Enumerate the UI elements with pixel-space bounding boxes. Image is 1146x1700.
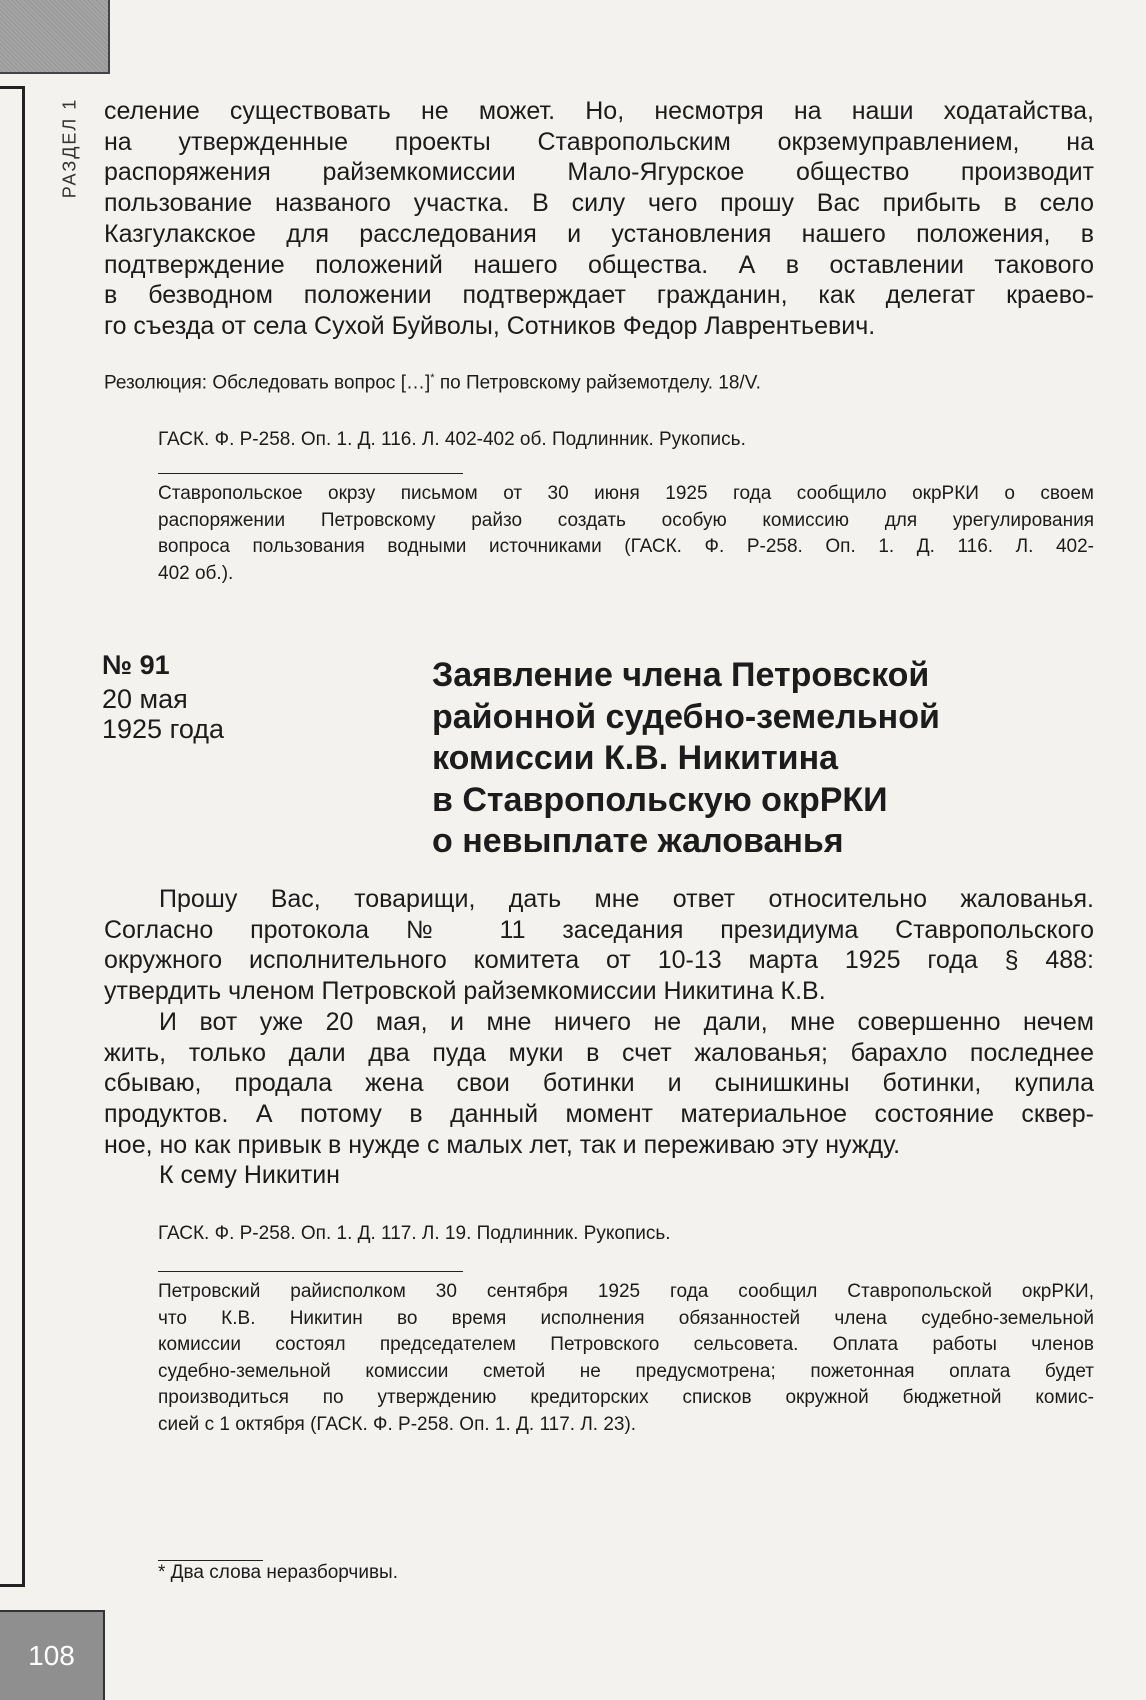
- note-separator: [158, 473, 463, 474]
- section-label-text: РАЗДЕЛ 1: [59, 97, 80, 198]
- corner-decoration-top: [0, 0, 110, 74]
- document-year: 1925 года: [102, 714, 225, 744]
- text-line: распоряжения райземкомиссии Мало-Ягурское общество производит: [104, 158, 1094, 187]
- document-title: [432, 655, 1072, 863]
- document-date: 20 мая: [102, 684, 188, 714]
- note-separator: [158, 1271, 463, 1272]
- title-line: комиссии К.В. Никитина: [432, 739, 839, 777]
- note-line: что К.В. Никитин во время исполнения обязанностей члена судебно-земельной: [158, 1307, 1094, 1329]
- title-line: о невыплате жалованья: [432, 822, 844, 860]
- document-body: [104, 884, 1094, 1191]
- section-label: [58, 80, 82, 215]
- title-line: в Ставропольскую окрРКИ: [432, 780, 888, 819]
- note-line: Ставропольское окрзу письмом от 30 июня 1925 года сообщило окрРКИ о своем: [158, 483, 1094, 504]
- note-line: сией с 1 октября (ГАСК. Ф. Р-258. Оп. 1. Д. 117. Л. 23).: [158, 1413, 637, 1435]
- resolution-text-end: по Петровскому райземотделу. 18/V.: [434, 372, 761, 394]
- text-line: го съезда от села Сухой Буйволы, Сотников Федор Лаврентьевич.: [104, 311, 876, 340]
- editorial-note: [158, 481, 1094, 587]
- body-line: Согласно протокола № 11 заседания президиума Ставропольского: [104, 915, 1094, 944]
- title-line: районной судебно-земельной: [432, 697, 940, 736]
- footnote: * Два слова неразборчивы.: [158, 1562, 398, 1583]
- continuation-text: [104, 96, 1094, 342]
- text-line: пользование названого участка. В силу чего прошу Вас прибыть в село: [104, 189, 1094, 218]
- body-line: ное, но как привык в нужде с малых лет, так и переживаю эту нужду.: [104, 1130, 901, 1159]
- note-line: судебно-земельной комиссии сметой не предусмотрена; пожетонная оплата будет: [158, 1360, 1094, 1382]
- archive-reference: ГАСК. Ф. Р-258. Оп. 1. Д. 117. Л. 19. Подлинник. Рукопись.: [158, 1223, 671, 1244]
- note-line: комиссии состоял председателем Петровского сельсовета. Оплата работы членов: [158, 1334, 1094, 1355]
- signature: К сему Никитин: [159, 1161, 340, 1190]
- body-line: окружного исполнительного комитета от 10-13 марта 1925 года § 488:: [104, 946, 1094, 975]
- note-line: производиться по утверждению кредиторских списков окружной бюджетной комис-: [158, 1387, 1094, 1408]
- page-margin-bracket: [0, 86, 25, 1587]
- body-line: Прошу Вас, товарищи, дать мне ответ относительно жалованья.: [159, 885, 1094, 913]
- document-number: № 91: [102, 650, 170, 680]
- body-line: продуктов. А потому в данный момент материальное состояние сквер-: [104, 1099, 1094, 1128]
- footnote-marker: *: [430, 372, 435, 384]
- archive-reference: ГАСК. Ф. Р-258. Оп. 1. Д. 116. Л. 402-402 об. Подлинник. Рукопись.: [158, 429, 746, 450]
- footnote-separator: [158, 1560, 263, 1561]
- page-number: 108: [0, 1610, 105, 1700]
- note-line: вопроса пользования водными источниками (ГАСК. Ф. Р-258. Оп. 1. Д. 116. Л. 402-: [158, 536, 1094, 557]
- resolution: [104, 372, 761, 394]
- text-line: подтверждение положений нашего общества. А в оставлении такового: [104, 250, 1094, 279]
- note-line: распоряжении Петровскому райзо создать особую комиссию для урегулирования: [158, 509, 1094, 531]
- note-line: Петровский райисполком 30 сентября 1925 года сообщил Ставропольской окрРКИ,: [158, 1281, 1094, 1302]
- title-line: Заявление члена Петровской: [432, 656, 930, 694]
- body-line: И вот уже 20 мая, и мне ничего не дали, мне совершенно нечем: [159, 1007, 1094, 1036]
- resolution-text: Резолюция: Обследовать вопрос […]: [104, 372, 431, 394]
- body-line: жить, только дали два пуда муки в счет жалованья; барахло последнее: [104, 1038, 1094, 1067]
- text-line: в безводном положении подтверждает гражданин, как делегат краево-: [104, 281, 1094, 310]
- text-line: селение существовать не может. Но, несмотря на наши ходатайства,: [104, 97, 1094, 125]
- note-line: 402 об.).: [158, 562, 234, 584]
- text-line: на утвержденные проекты Ставропольским окрземуправлением, на: [104, 127, 1094, 156]
- text-line: Казгулакское для расследования и установления нашего положения, в: [104, 219, 1094, 248]
- body-line: утвердить членом Петровской райземкомиссии Никитина К.В.: [104, 977, 826, 1006]
- body-line: сбываю, продала жена свои ботинки и сынишкины ботинки, купила: [104, 1069, 1094, 1098]
- editorial-note: [158, 1279, 1094, 1438]
